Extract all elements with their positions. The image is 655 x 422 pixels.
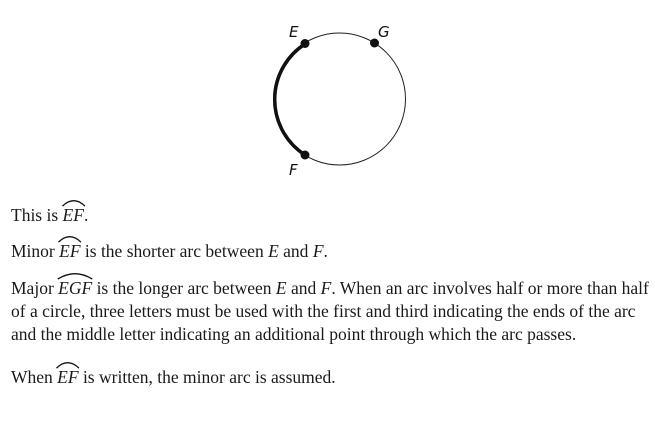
major-arc-paragraph: Major EGF is the longer arc between E and F. When an arc involves half or more than half of a circle, three letters must be used with the first and third indicating the ends of the arc and the middle letter indicating an additional point through which the arc passes. (11, 275, 651, 346)
definition-paragraph: This is EF . (11, 202, 651, 227)
label-e: E (289, 23, 299, 41)
label-g: G (378, 23, 390, 41)
minor-arc-paragraph: Minor EF is the shorter arc between E and F. (11, 238, 651, 263)
point-e (301, 39, 310, 48)
circle-arc-diagram (0, 0, 655, 200)
assumption-paragraph: When EF is written, the minor arc is assumed. (11, 364, 651, 389)
point-f (301, 151, 310, 160)
arc-notation-egf: EGF (58, 275, 92, 300)
arc-notation-ef: EF (59, 238, 80, 263)
arc-notation-ef: EF (63, 202, 84, 227)
arc-notation-ef: EF (57, 364, 78, 389)
arc-ef-highlight (275, 44, 305, 155)
label-f: F (289, 161, 298, 179)
